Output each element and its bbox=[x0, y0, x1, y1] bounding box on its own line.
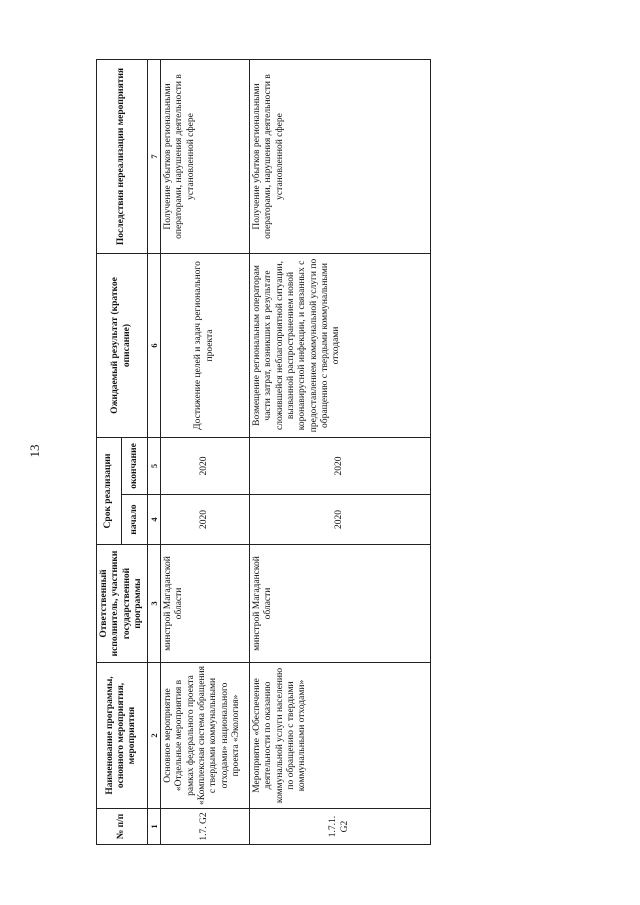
row-consequences: Получение убытков региональными операторами, нарушения деятельности в установленной сфере bbox=[249, 60, 430, 254]
row-end: 2020 bbox=[160, 438, 249, 495]
column-number: 1 bbox=[147, 809, 160, 845]
header-period: Срок реализации bbox=[97, 438, 122, 545]
column-number: 5 bbox=[147, 438, 160, 495]
row-start: 2020 bbox=[160, 495, 249, 545]
row-name: Мероприятие «Обеспечение деятельности по оказанию коммунальной услуги населению по обращению с твердыми коммунальными отходами» bbox=[249, 663, 430, 809]
row-name: Основное мероприятие «Отдельные мероприятия в рамках федерального проекта «Комплексная система обращения с твердыми коммунальными отходами» национального проекта «Экология» bbox=[160, 663, 249, 809]
row-num: 1.7.1. G2 bbox=[249, 809, 430, 845]
header-end: окончание bbox=[122, 438, 147, 495]
column-number: 2 bbox=[147, 663, 160, 809]
page-number: 13 bbox=[27, 444, 42, 458]
header-executor: Ответственный исполнитель, участники государственной программы bbox=[97, 545, 148, 663]
row-executor: минстрой Магаданской области bbox=[160, 545, 249, 663]
row-result: Достижение целей и задач регионального проекта bbox=[160, 254, 249, 438]
row-start: 2020 bbox=[249, 495, 430, 545]
header-result: Ожидаемый результат (краткое описание) bbox=[97, 254, 148, 438]
column-number: 7 bbox=[147, 60, 160, 254]
column-number: 6 bbox=[147, 254, 160, 438]
header-consequences: Последствия нереализации мероприятия bbox=[97, 60, 148, 254]
program-table bbox=[96, 59, 431, 845]
rotated-table-wrapper bbox=[96, 60, 606, 845]
header-name: Наименование программы, основного мероприятия, мероприятия bbox=[97, 663, 148, 809]
header-start: начало bbox=[122, 495, 147, 545]
column-number: 4 bbox=[147, 495, 160, 545]
header-num: № п/п bbox=[97, 809, 148, 845]
row-consequences: Получение убытков региональными операторами, нарушения деятельности в установленной сфере bbox=[160, 60, 249, 254]
row-end: 2020 bbox=[249, 438, 430, 495]
row-executor: минстрой Магаданской области bbox=[249, 545, 430, 663]
table-row bbox=[249, 60, 430, 845]
table-row bbox=[160, 60, 249, 845]
row-num: 1.7. G2 bbox=[160, 809, 249, 845]
column-number: 3 bbox=[147, 545, 160, 663]
row-result: Возмещение региональным операторам части затрат, возникших в результате сложившейся неблагоприятной ситуации, вызванной распространением новой коронавирусной инфекции, и связанных с предоставлением коммунальной услуги по обращению с твердыми коммунальными отходами bbox=[249, 254, 430, 438]
